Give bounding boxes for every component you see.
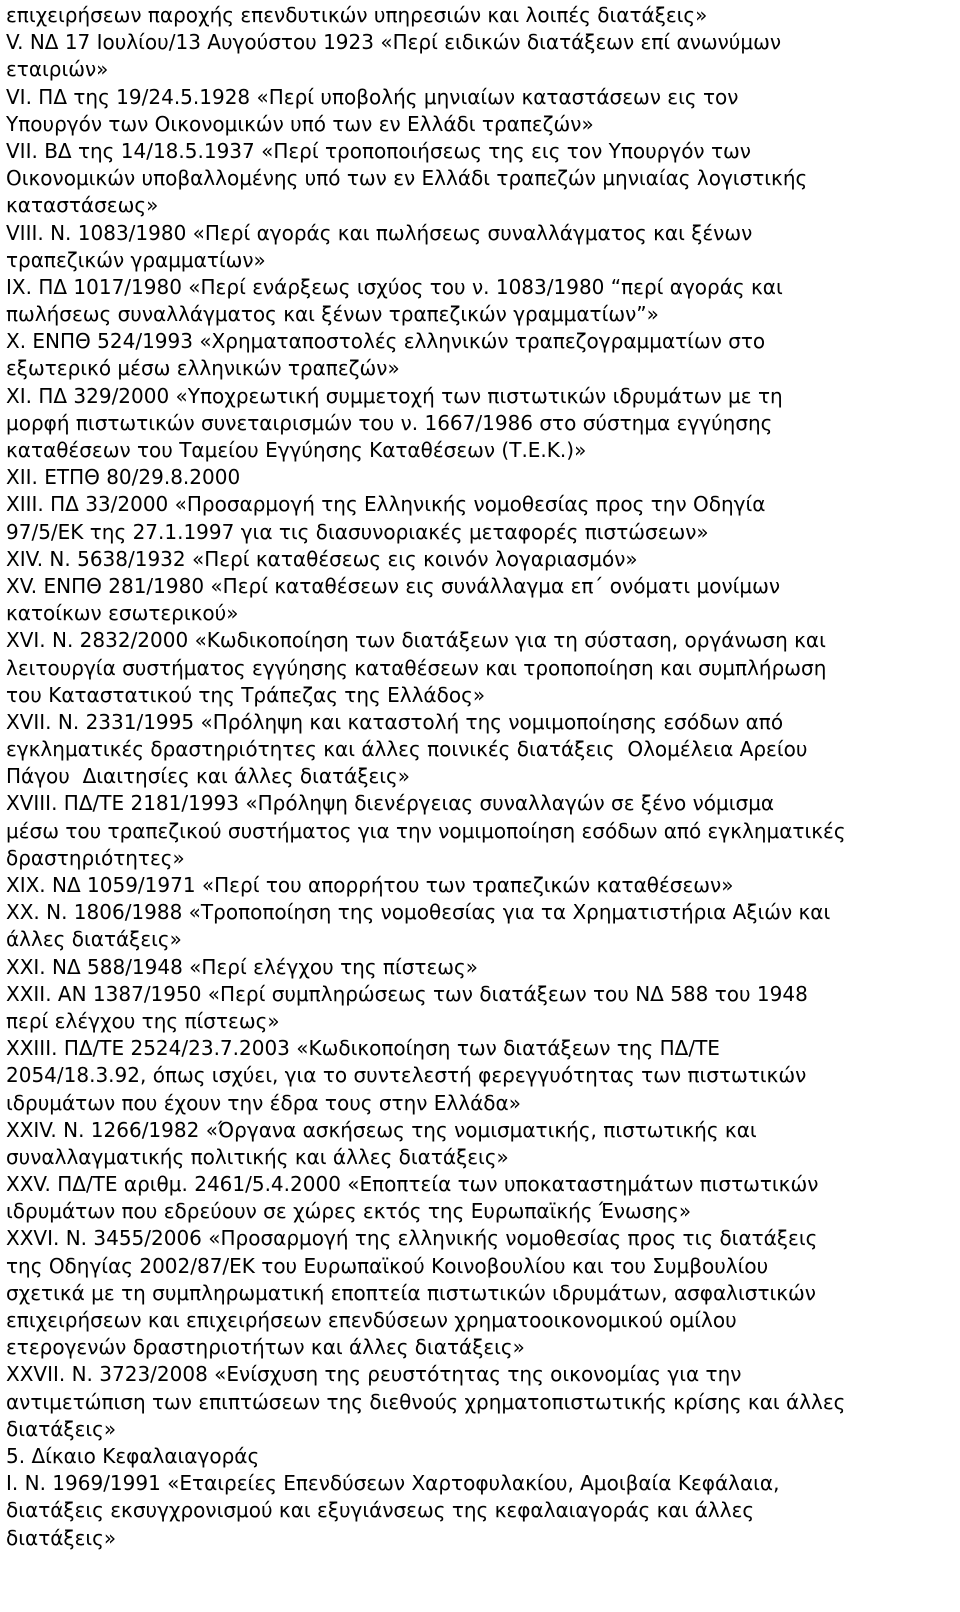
text-line: VI. ΠΔ της 19/24.5.1928 «Περί υποβολής μηνιαίων καταστάσεων εις τον [6, 84, 739, 109]
text-line: XXIV. Ν. 1266/1982 «Όργανα ασκήσεως της νομισματικής, πιστωτικής και [6, 1117, 757, 1142]
text-line: 97/5/ΕΚ της 27.1.1997 για τις διασυνοριακές μεταφορές πιστώσεων» [6, 519, 709, 544]
text-line: δραστηριότητες» [6, 845, 185, 870]
text-line: κατοίκων εσωτερικού» [6, 601, 239, 626]
text-line: XV. ΕΝΠΘ 281/1980 «Περί καταθέσεων εις συνάλλαγμα επ΄ ονόματι μονίμων [6, 573, 781, 598]
text-line: του Καταστατικού της Τράπεζας της Ελλάδος» [6, 682, 486, 707]
text-line: πωλήσεως συναλλάγματος και ξένων τραπεζικών γραμματίων”» [6, 302, 659, 327]
text-line: επιχειρήσεων και επιχειρήσεων επενδύσεων χρηματοοικονομικού ομίλου [6, 1308, 737, 1332]
text-line: VII. ΒΔ της 14/18.5.1937 «Περί τροποποιήσεως της εις τον Υπουργόν των [6, 138, 751, 163]
text-line: XXIII. ΠΔ/ΤΕ 2524/23.7.2003 «Κωδικοποίηση των διατάξεων της ΠΔ/ΤΕ [6, 1036, 720, 1061]
text-line: εταιριών» [6, 57, 109, 82]
text-line: διατάξεις εκσυγχρονισμού και εξυγιάνσεως της κεφαλαιαγοράς και άλλες [6, 1498, 755, 1523]
text-line: XVIII. ΠΔ/ΤΕ 2181/1993 «Πρόληψη διενέργειας συναλλαγών σε ξένο νόμισμα [6, 791, 775, 816]
text-line: διατάξεις» [6, 1525, 117, 1550]
text-line: 2054/18.3.92, όπως ισχύει, για το συντελεστή φερεγγυότητας των πιστωτικών [6, 1063, 807, 1088]
text-line: άλλες διατάξεις» [6, 927, 182, 952]
text-line: XII. ΕΤΠΘ 80/29.8.2000 [6, 465, 241, 490]
text-line: Οικονομικών υποβαλλομένης υπό των εν Ελλάδι τραπεζών μηνιαίας λογιστικής [6, 166, 808, 191]
text-line: ετερογενών δραστηριοτήτων και άλλες διατάξεις» [6, 1335, 525, 1360]
text-line: συναλλαγματικής πολιτικής και άλλες διατάξεις» [6, 1144, 509, 1169]
text-line: XX. Ν. 1806/1988 «Τροποποίηση της νομοθεσίας για τα Χρηματιστήρια Αξιών και [6, 900, 831, 925]
document-page [6, 2, 946, 1552]
text-line: 5. Δίκαιο Κεφαλαιαγοράς [6, 1443, 260, 1468]
text-line: X. ΕΝΠΘ 524/1993 «Χρηματαποστολές ελληνικών τραπεζογραμματίων στο [6, 329, 766, 354]
text-line: I. Ν. 1969/1991 «Εταιρείες Επενδύσεων Χαρτοφυλακίου, Αμοιβαία Κεφάλαια, [6, 1471, 780, 1496]
text-line: XVII. Ν. 2331/1995 «Πρόληψη και καταστολή της νομιμοποίησης εσόδων από [6, 709, 784, 734]
text-line: XXI. ΝΔ 588/1948 «Περί ελέγχου της πίστεως» [6, 954, 478, 979]
text-line: τραπεζικών γραμματίων» [6, 247, 266, 272]
text-line: σχετικά με τη συμπληρωματική εποπτεία πιστωτικών ιδρυμάτων, ασφαλιστικών [6, 1280, 816, 1305]
text-line: μορφή πιστωτικών συνεταιρισμών του ν. 1667/1986 στο σύστημα εγγύησης [6, 410, 773, 435]
text-line: Πάγου Διαιτησίες και άλλες διατάξεις» [6, 764, 411, 789]
text-line: XXII. ΑΝ 1387/1950 «Περί συμπληρώσεως των διατάξεων του ΝΔ 588 του 1948 [6, 981, 808, 1006]
text-line: ιδρυμάτων που έχουν την έδρα τους στην Ελλάδα» [6, 1090, 521, 1115]
text-line: καταθέσεων του Ταμείου Εγγύησης Καταθέσεων (Τ.Ε.Κ.)» [6, 438, 587, 462]
text-line: XIII. ΠΔ 33/2000 «Προσαρμογή της Ελληνικής νομοθεσίας προς την Οδηγία [6, 492, 766, 517]
text-line: V. ΝΔ 17 Ιουλίου/13 Αυγούστου 1923 «Περί ειδικών διατάξεων επί ανωνύμων [6, 30, 781, 55]
text-line: εγκληματικές δραστηριότητες και άλλες ποινικές διατάξεις Ολομέλεια Αρείου [6, 737, 808, 762]
text-line: επιχειρήσεων παροχής επενδυτικών υπηρεσιών και λοιπές διατάξεις» [6, 3, 708, 27]
text-line: της Οδηγίας 2002/87/ΕΚ του Ευρωπαϊκού Κοινοβουλίου και του Συμβουλίου [6, 1253, 769, 1278]
text-line: αντιμετώπιση των επιπτώσεων της διεθνούς χρηματοπιστωτικής κρίσης και άλλες [6, 1389, 846, 1414]
text-line: εξωτερικό μέσω ελληνικών τραπεζών» [6, 356, 400, 381]
text-line: XXVI. Ν. 3455/2006 «Προσαρμογή της ελληνικής νομοθεσίας προς τις διατάξεις [6, 1226, 818, 1251]
text-line: καταστάσεως» [6, 193, 159, 218]
text-line: XXVII. Ν. 3723/2008 «Ενίσχυση της ρευστότητας της οικονομίας για την [6, 1362, 742, 1387]
text-line: XIV. Ν. 5638/1932 «Περί καταθέσεως εις κοινόν λογαριασμόν» [6, 546, 638, 571]
text-line: IX. ΠΔ 1017/1980 «Περί ενάρξεως ισχύος του ν. 1083/1980 “περί αγοράς και [6, 274, 783, 299]
text-line: λειτουργία συστήματος εγγύησης καταθέσεων και τροποποίηση και συμπλήρωση [6, 655, 827, 680]
text-line: XVI. Ν. 2832/2000 «Κωδικοποίηση των διατάξεων για τη σύσταση, οργάνωση και [6, 628, 826, 653]
text-line: XXV. ΠΔ/ΤΕ αριθμ. 2461/5.4.2000 «Εποπτεία των υποκαταστημάτων πιστωτικών [6, 1172, 819, 1197]
text-line: ιδρυμάτων που εδρεύουν σε χώρες εκτός της Ευρωπαϊκής Ένωσης» [6, 1199, 692, 1224]
text-line: μέσω του τραπεζικού συστήματος για την νομιμοποίηση εσόδων από εγκληματικές [6, 818, 846, 843]
text-line: περί ελέγχου της πίστεως» [6, 1008, 280, 1033]
text-line: XI. ΠΔ 329/2000 «Υποχρεωτική συμμετοχή των πιστωτικών ιδρυμάτων με τη [6, 383, 783, 408]
text-line: Υπουργόν των Οικονομικών υπό των εν Ελλάδι τραπεζών» [6, 111, 594, 136]
text-line: XIX. ΝΔ 1059/1971 «Περί του απορρήτου των τραπεζικών καταθέσεων» [6, 873, 734, 897]
text-line: VIII. Ν. 1083/1980 «Περί αγοράς και πωλήσεως συναλλάγματος και ξένων [6, 220, 753, 245]
text-line: διατάξεις» [6, 1416, 117, 1441]
